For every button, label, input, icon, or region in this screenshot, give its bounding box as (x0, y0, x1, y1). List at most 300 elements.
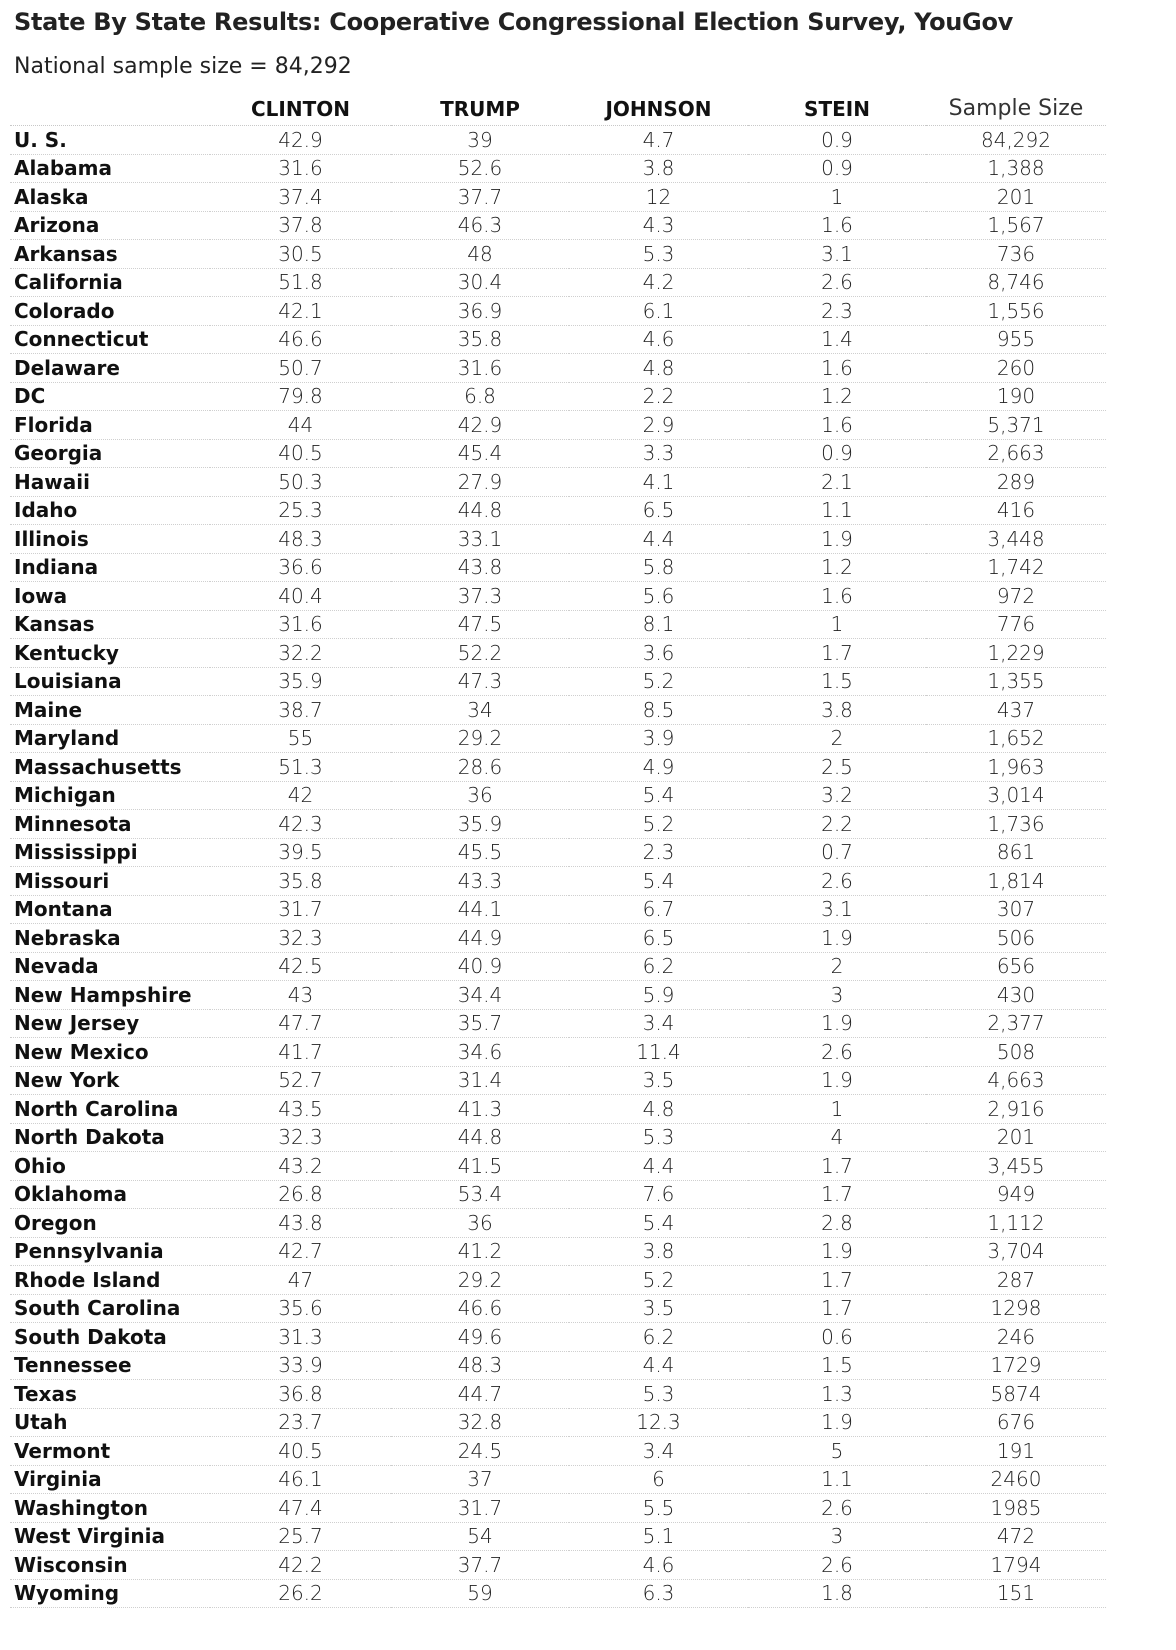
johnson-value: 2.9 (569, 411, 748, 440)
stein-value: 0.9 (748, 154, 926, 183)
trump-value: 37.7 (391, 1551, 569, 1580)
table-row (10, 639, 1106, 668)
clinton-value: 42 (210, 781, 391, 810)
state-name: Arizona (10, 211, 210, 240)
state-name: South Dakota (10, 1323, 210, 1352)
clinton-value: 40.5 (210, 1437, 391, 1466)
state-name: Texas (10, 1380, 210, 1409)
clinton-value: 25.3 (210, 496, 391, 525)
sample-size-value: 2,377 (926, 1009, 1106, 1038)
stein-value: 1.6 (748, 582, 926, 611)
state-name: Michigan (10, 781, 210, 810)
sample-size-value: 1985 (926, 1494, 1106, 1523)
state-name: New Jersey (10, 1009, 210, 1038)
state-name: Alabama (10, 154, 210, 183)
state-name: Maine (10, 696, 210, 725)
page-title: State By State Results: Cooperative Congressional Election Survey, YouGov (14, 8, 1013, 36)
state-name: Virginia (10, 1465, 210, 1494)
state-name: Idaho (10, 496, 210, 525)
stein-value: 1.6 (748, 211, 926, 240)
trump-value: 36 (391, 781, 569, 810)
johnson-value: 5.3 (569, 1123, 748, 1152)
sample-size-value: 1,652 (926, 724, 1106, 753)
trump-value: 44.9 (391, 924, 569, 953)
johnson-value: 5.3 (569, 240, 748, 269)
stein-value: 1 (748, 183, 926, 212)
table-row (10, 439, 1106, 468)
stein-value: 1.7 (748, 1266, 926, 1295)
johnson-value: 6.5 (569, 496, 748, 525)
state-name: West Virginia (10, 1522, 210, 1551)
sample-size-value: 1,567 (926, 211, 1106, 240)
table-row (10, 1038, 1106, 1067)
state-name: Alaska (10, 183, 210, 212)
johnson-value: 4.4 (569, 1351, 748, 1380)
stein-value: 1.1 (748, 496, 926, 525)
table-row (10, 810, 1106, 839)
stein-value: 5 (748, 1437, 926, 1466)
stein-value: 1.9 (748, 924, 926, 953)
trump-value: 34.6 (391, 1038, 569, 1067)
trump-value: 48.3 (391, 1351, 569, 1380)
table-row (10, 1323, 1106, 1352)
trump-value: 31.7 (391, 1494, 569, 1523)
state-name: Wisconsin (10, 1551, 210, 1580)
state-name: U. S. (10, 126, 210, 155)
johnson-value: 3.3 (569, 439, 748, 468)
clinton-value: 42.5 (210, 952, 391, 981)
state-name: Montana (10, 895, 210, 924)
stein-value: 0.6 (748, 1323, 926, 1352)
state-name: Georgia (10, 439, 210, 468)
table-row (10, 867, 1106, 896)
johnson-value: 8.1 (569, 610, 748, 639)
table-row (10, 553, 1106, 582)
sample-size-value: 506 (926, 924, 1106, 953)
state-name: Connecticut (10, 325, 210, 354)
johnson-value: 5.2 (569, 667, 748, 696)
table-row (10, 1351, 1106, 1380)
sample-size-value: 1729 (926, 1351, 1106, 1380)
johnson-value: 5.9 (569, 981, 748, 1010)
table-row (10, 981, 1106, 1010)
sample-size-value: 955 (926, 325, 1106, 354)
state-name: Mississippi (10, 838, 210, 867)
stein-value: 1.2 (748, 553, 926, 582)
johnson-value: 3.8 (569, 154, 748, 183)
stein-value: 1.5 (748, 667, 926, 696)
stein-value: 1.2 (748, 382, 926, 411)
state-name: Wyoming (10, 1579, 210, 1608)
johnson-value: 6.7 (569, 895, 748, 924)
table-row (10, 496, 1106, 525)
table-row (10, 297, 1106, 326)
state-name: Washington (10, 1494, 210, 1523)
clinton-value: 37.4 (210, 183, 391, 212)
state-name: Vermont (10, 1437, 210, 1466)
state-name: North Carolina (10, 1095, 210, 1124)
sample-size-value: 736 (926, 240, 1106, 269)
sample-size-value: 3,455 (926, 1152, 1106, 1181)
table-row (10, 354, 1106, 383)
clinton-value: 36.6 (210, 553, 391, 582)
stein-value: 2.3 (748, 297, 926, 326)
trump-value: 29.2 (391, 1266, 569, 1295)
stein-value: 1.9 (748, 525, 926, 554)
stein-value: 1.9 (748, 1408, 926, 1437)
state-name: North Dakota (10, 1123, 210, 1152)
state-name: Indiana (10, 553, 210, 582)
sample-size-value: 656 (926, 952, 1106, 981)
trump-value: 39 (391, 126, 569, 155)
sample-size-value: 4,663 (926, 1066, 1106, 1095)
clinton-value: 43 (210, 981, 391, 1010)
johnson-value: 6.1 (569, 297, 748, 326)
johnson-value: 5.2 (569, 1266, 748, 1295)
state-name: Ohio (10, 1152, 210, 1181)
clinton-value: 42.2 (210, 1551, 391, 1580)
sample-size-value: 190 (926, 382, 1106, 411)
clinton-value: 23.7 (210, 1408, 391, 1437)
clinton-value: 35.9 (210, 667, 391, 696)
sample-size-value: 861 (926, 838, 1106, 867)
johnson-value: 11.4 (569, 1038, 748, 1067)
stein-value: 1.7 (748, 1180, 926, 1209)
sample-size-value: 1,355 (926, 667, 1106, 696)
stein-value: 2.6 (748, 867, 926, 896)
trump-value: 59 (391, 1579, 569, 1608)
clinton-value: 46.6 (210, 325, 391, 354)
results-table (10, 92, 1106, 1608)
trump-value: 41.5 (391, 1152, 569, 1181)
trump-value: 32.8 (391, 1408, 569, 1437)
clinton-value: 31.3 (210, 1323, 391, 1352)
trump-value: 47.3 (391, 667, 569, 696)
clinton-value: 50.3 (210, 468, 391, 497)
trump-value: 45.5 (391, 838, 569, 867)
sample-size-value: 776 (926, 610, 1106, 639)
johnson-value: 4.1 (569, 468, 748, 497)
johnson-value: 4.9 (569, 753, 748, 782)
clinton-value: 46.1 (210, 1465, 391, 1494)
sample-size-value: 84,292 (926, 126, 1106, 155)
clinton-value: 42.1 (210, 297, 391, 326)
trump-value: 41.3 (391, 1095, 569, 1124)
trump-value: 33.1 (391, 525, 569, 554)
table-row (10, 924, 1106, 953)
sample-size-value: 1,229 (926, 639, 1106, 668)
state-name: Hawaii (10, 468, 210, 497)
clinton-value: 44 (210, 411, 391, 440)
sample-size-value: 287 (926, 1266, 1106, 1295)
trump-value: 44.7 (391, 1380, 569, 1409)
johnson-value: 5.1 (569, 1522, 748, 1551)
stein-value: 3 (748, 981, 926, 1010)
table-row (10, 724, 1106, 753)
sample-size-value: 676 (926, 1408, 1106, 1437)
stein-value: 3.1 (748, 895, 926, 924)
table-row (10, 1209, 1106, 1238)
johnson-value: 3.5 (569, 1294, 748, 1323)
stein-value: 1.9 (748, 1066, 926, 1095)
trump-value: 37.7 (391, 183, 569, 212)
state-name: Pennsylvania (10, 1237, 210, 1266)
state-name: Kansas (10, 610, 210, 639)
johnson-value: 6.3 (569, 1579, 748, 1608)
trump-value: 43.8 (391, 553, 569, 582)
clinton-value: 39.5 (210, 838, 391, 867)
state-name: Maryland (10, 724, 210, 753)
state-name: Massachusetts (10, 753, 210, 782)
sample-size-value: 1,963 (926, 753, 1106, 782)
sample-size-value: 1,814 (926, 867, 1106, 896)
header-trump: TRUMP (391, 92, 569, 126)
stein-value: 2.8 (748, 1209, 926, 1238)
sample-size-value: 2,663 (926, 439, 1106, 468)
table-row (10, 1237, 1106, 1266)
trump-value: 37.3 (391, 582, 569, 611)
table-row (10, 183, 1106, 212)
state-name: New Mexico (10, 1038, 210, 1067)
header-johnson: JOHNSON (569, 92, 748, 126)
trump-value: 46.6 (391, 1294, 569, 1323)
page-subtitle: National sample size = 84,292 (14, 54, 352, 79)
johnson-value: 4.8 (569, 1095, 748, 1124)
trump-value: 48 (391, 240, 569, 269)
stein-value: 1.9 (748, 1009, 926, 1038)
state-name: Missouri (10, 867, 210, 896)
johnson-value: 4.2 (569, 268, 748, 297)
stein-value: 2.6 (748, 1494, 926, 1523)
table-row (10, 696, 1106, 725)
johnson-value: 4.8 (569, 354, 748, 383)
clinton-value: 42.7 (210, 1237, 391, 1266)
trump-value: 24.5 (391, 1437, 569, 1466)
state-name: DC (10, 382, 210, 411)
johnson-value: 12.3 (569, 1408, 748, 1437)
johnson-value: 6.5 (569, 924, 748, 953)
header-stein: STEIN (748, 92, 926, 126)
state-name: Illinois (10, 525, 210, 554)
state-name: Nevada (10, 952, 210, 981)
johnson-value: 5.4 (569, 781, 748, 810)
clinton-value: 47.4 (210, 1494, 391, 1523)
stein-value: 1 (748, 1095, 926, 1124)
clinton-value: 30.5 (210, 240, 391, 269)
sample-size-value: 1,388 (926, 154, 1106, 183)
clinton-value: 26.8 (210, 1180, 391, 1209)
stein-value: 2.5 (748, 753, 926, 782)
table-row (10, 126, 1106, 155)
johnson-value: 5.5 (569, 1494, 748, 1523)
clinton-value: 55 (210, 724, 391, 753)
table-row (10, 382, 1106, 411)
table-row (10, 1380, 1106, 1409)
state-name: Minnesota (10, 810, 210, 839)
table-row (10, 154, 1106, 183)
sample-size-value: 289 (926, 468, 1106, 497)
table-row (10, 781, 1106, 810)
header-sample-size: Sample Size (926, 92, 1106, 126)
state-name: Arkansas (10, 240, 210, 269)
sample-size-value: 307 (926, 895, 1106, 924)
johnson-value: 6 (569, 1465, 748, 1494)
johnson-value: 3.4 (569, 1009, 748, 1038)
trump-value: 35.9 (391, 810, 569, 839)
clinton-value: 37.8 (210, 211, 391, 240)
stein-value: 2.1 (748, 468, 926, 497)
clinton-value: 35.8 (210, 867, 391, 896)
clinton-value: 31.6 (210, 610, 391, 639)
table-row (10, 1180, 1106, 1209)
table-row (10, 952, 1106, 981)
johnson-value: 4.6 (569, 1551, 748, 1580)
trump-value: 44.8 (391, 1123, 569, 1152)
clinton-value: 26.2 (210, 1579, 391, 1608)
table-row (10, 1266, 1106, 1295)
johnson-value: 3.6 (569, 639, 748, 668)
clinton-value: 47 (210, 1266, 391, 1295)
table-row (10, 582, 1106, 611)
johnson-value: 5.4 (569, 1209, 748, 1238)
trump-value: 31.6 (391, 354, 569, 383)
table-row (10, 468, 1106, 497)
sample-size-value: 3,448 (926, 525, 1106, 554)
stein-value: 3.8 (748, 696, 926, 725)
trump-value: 47.5 (391, 610, 569, 639)
trump-value: 30.4 (391, 268, 569, 297)
stein-value: 0.9 (748, 439, 926, 468)
sample-size-value: 8,746 (926, 268, 1106, 297)
clinton-value: 43.2 (210, 1152, 391, 1181)
table-row (10, 325, 1106, 354)
clinton-value: 38.7 (210, 696, 391, 725)
trump-value: 52.6 (391, 154, 569, 183)
state-name: Louisiana (10, 667, 210, 696)
sample-size-value: 151 (926, 1579, 1106, 1608)
state-name: Rhode Island (10, 1266, 210, 1295)
stein-value: 2 (748, 952, 926, 981)
table-row (10, 411, 1106, 440)
johnson-value: 7.6 (569, 1180, 748, 1209)
trump-value: 40.9 (391, 952, 569, 981)
johnson-value: 5.2 (569, 810, 748, 839)
johnson-value: 12 (569, 183, 748, 212)
table-row (10, 1123, 1106, 1152)
sample-size-value: 416 (926, 496, 1106, 525)
johnson-value: 2.2 (569, 382, 748, 411)
state-name: Colorado (10, 297, 210, 326)
sample-size-value: 5874 (926, 1380, 1106, 1409)
trump-value: 36.9 (391, 297, 569, 326)
table-row (10, 838, 1106, 867)
johnson-value: 3.9 (569, 724, 748, 753)
stein-value: 1.6 (748, 411, 926, 440)
state-name: New Hampshire (10, 981, 210, 1010)
header-clinton: CLINTON (210, 92, 391, 126)
table-row (10, 667, 1106, 696)
sample-size-value: 246 (926, 1323, 1106, 1352)
sample-size-value: 191 (926, 1437, 1106, 1466)
stein-value: 1 (748, 610, 926, 639)
stein-value: 2.2 (748, 810, 926, 839)
clinton-value: 51.3 (210, 753, 391, 782)
stein-value: 1.7 (748, 1152, 926, 1181)
header-state (10, 92, 210, 126)
table-row (10, 610, 1106, 639)
trump-value: 35.7 (391, 1009, 569, 1038)
table-row (10, 240, 1106, 269)
johnson-value: 5.8 (569, 553, 748, 582)
clinton-value: 31.7 (210, 895, 391, 924)
table-row (10, 1522, 1106, 1551)
clinton-value: 25.7 (210, 1522, 391, 1551)
stein-value: 0.9 (748, 126, 926, 155)
table-row (10, 525, 1106, 554)
stein-value: 2.6 (748, 268, 926, 297)
johnson-value: 5.3 (569, 1380, 748, 1409)
johnson-value: 4.3 (569, 211, 748, 240)
clinton-value: 32.2 (210, 639, 391, 668)
clinton-value: 48.3 (210, 525, 391, 554)
stein-value: 1.5 (748, 1351, 926, 1380)
trump-value: 37 (391, 1465, 569, 1494)
stein-value: 2 (748, 724, 926, 753)
sample-size-value: 1,736 (926, 810, 1106, 839)
stein-value: 0.7 (748, 838, 926, 867)
sample-size-value: 1,112 (926, 1209, 1106, 1238)
trump-value: 45.4 (391, 439, 569, 468)
table-row (10, 268, 1106, 297)
clinton-value: 40.4 (210, 582, 391, 611)
sample-size-value: 1794 (926, 1551, 1106, 1580)
trump-value: 54 (391, 1522, 569, 1551)
clinton-value: 33.9 (210, 1351, 391, 1380)
johnson-value: 3.4 (569, 1437, 748, 1466)
table-row (10, 1408, 1106, 1437)
trump-value: 34 (391, 696, 569, 725)
clinton-value: 42.3 (210, 810, 391, 839)
trump-value: 27.9 (391, 468, 569, 497)
table-row (10, 1465, 1106, 1494)
trump-value: 36 (391, 1209, 569, 1238)
sample-size-value: 2,916 (926, 1095, 1106, 1124)
stein-value: 1.8 (748, 1579, 926, 1608)
sample-size-value: 1,742 (926, 553, 1106, 582)
johnson-value: 4.6 (569, 325, 748, 354)
johnson-value: 3.8 (569, 1237, 748, 1266)
trump-value: 52.2 (391, 639, 569, 668)
table-row (10, 1551, 1106, 1580)
table-row (10, 1066, 1106, 1095)
stein-value: 1.7 (748, 1294, 926, 1323)
clinton-value: 52.7 (210, 1066, 391, 1095)
state-name: Oregon (10, 1209, 210, 1238)
stein-value: 1.3 (748, 1380, 926, 1409)
johnson-value: 3.5 (569, 1066, 748, 1095)
trump-value: 35.8 (391, 325, 569, 354)
table-row (10, 1437, 1106, 1466)
state-name: New York (10, 1066, 210, 1095)
johnson-value: 5.4 (569, 867, 748, 896)
stein-value: 3.1 (748, 240, 926, 269)
state-name: Nebraska (10, 924, 210, 953)
trump-value: 49.6 (391, 1323, 569, 1352)
table-row (10, 211, 1106, 240)
state-name: South Carolina (10, 1294, 210, 1323)
trump-value: 46.3 (391, 211, 569, 240)
trump-value: 44.1 (391, 895, 569, 924)
